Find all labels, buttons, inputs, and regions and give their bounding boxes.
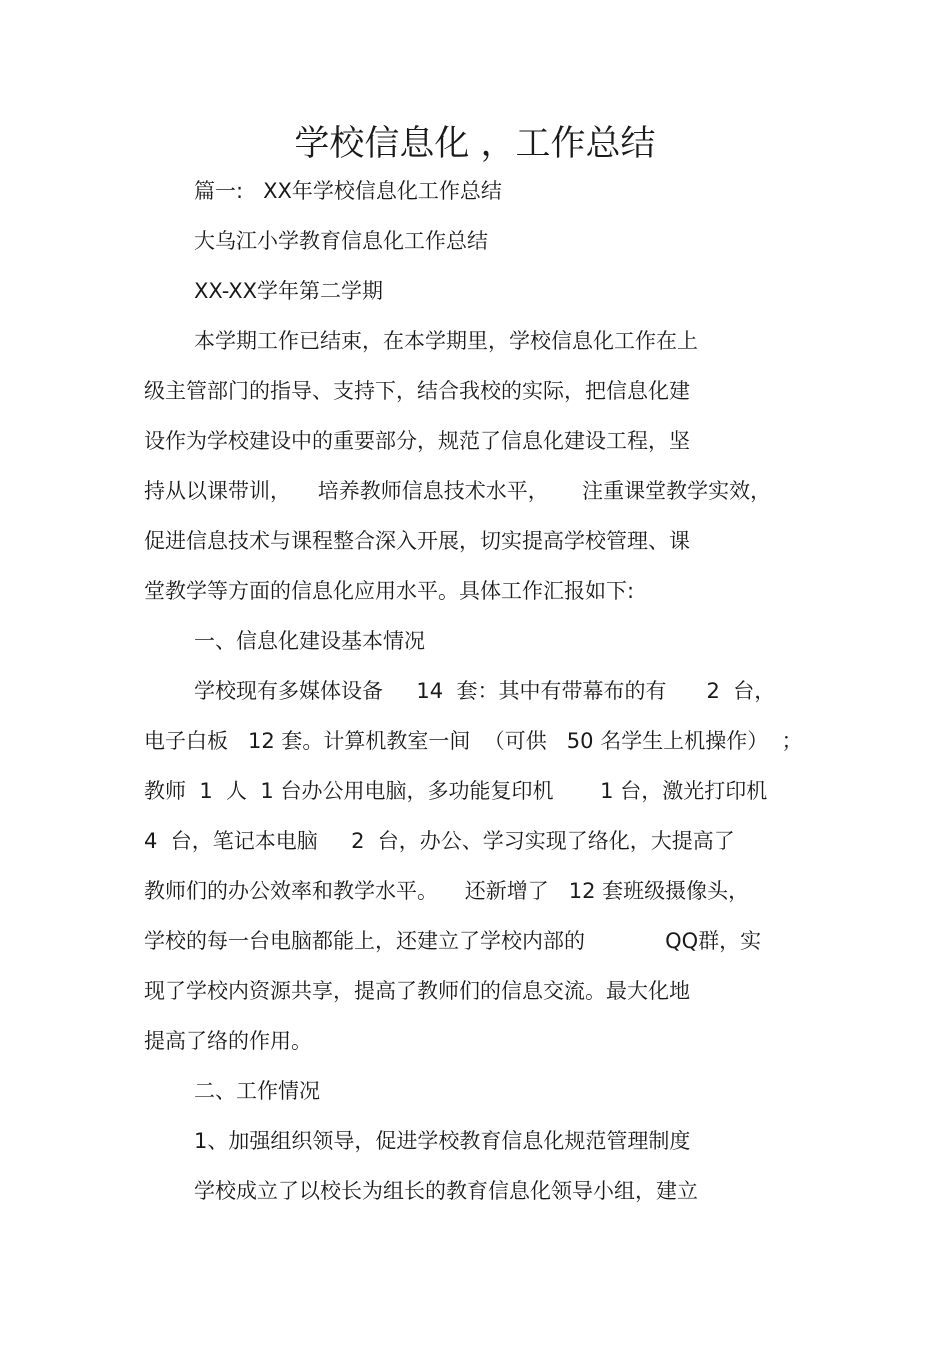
paragraph-line: 学校的每一台电脑都能上，还建立了学校内部的 QQ群，实 — [144, 929, 762, 953]
paragraph-line: 持从以课带训， 培养教师信息技术水平， 注重课堂教学实效， — [144, 479, 772, 503]
paragraph-line: 教师们的办公效率和教学水平。 还新增了 12 套班级摄像头， — [144, 879, 750, 903]
paragraph-line: 设作为学校建设中的重要部分，规范了信息化建设工程，坚 — [144, 429, 690, 453]
paragraph-line: 级主管部门的指导、支持下，结合我校的实际，把信息化建 — [144, 379, 690, 403]
paragraph-line: 促进信息技术与课程整合深入开展，切实提高学校管理、课 — [144, 529, 690, 553]
paragraph-line: 提高了络的作用。 — [144, 1029, 312, 1053]
section-heading: 篇一: XX年学校信息化工作总结 — [194, 179, 502, 203]
paragraph-line: 学校成立了以校长为组长的教育信息化领导小组，建立 — [194, 1179, 698, 1203]
section-heading: 二、工作情况 — [194, 1079, 320, 1103]
section-heading: 一、信息化建设基本情况 — [194, 629, 425, 653]
paragraph-line: 电子白板 12 套。计算机教室一间 （可供 50 名学生上机操作） ； — [144, 729, 803, 753]
subsection-heading: 1、加强组织领导，促进学校教育信息化规范管理制度 — [194, 1129, 691, 1153]
paragraph-line: 教师 1 人 1 台办公用电脑，多功能复印机 1 台，激光打印机 — [144, 779, 768, 803]
paragraph-line: 4 台，笔记本电脑 2 台，办公、学习实现了络化，大提高了 — [144, 829, 735, 853]
paragraph-line: 本学期工作已结束，在本学期里，学校信息化工作在上 — [194, 329, 698, 353]
paragraph-line: 现了学校内资源共享，提高了教师们的信息交流。最大化地 — [144, 979, 690, 1003]
school-title: 大乌江小学教育信息化工作总结 — [194, 229, 488, 253]
document-title: 学校信息化 ，工作总结 — [294, 124, 656, 164]
paragraph-line: 学校现有多媒体设备 14 套：其中有带幕布的有 2 台， — [194, 679, 776, 703]
semester-line: XX-XX学年第二学期 — [194, 279, 384, 303]
paragraph-line: 堂教学等方面的信息化应用水平。具体工作汇报如下: — [144, 579, 635, 603]
